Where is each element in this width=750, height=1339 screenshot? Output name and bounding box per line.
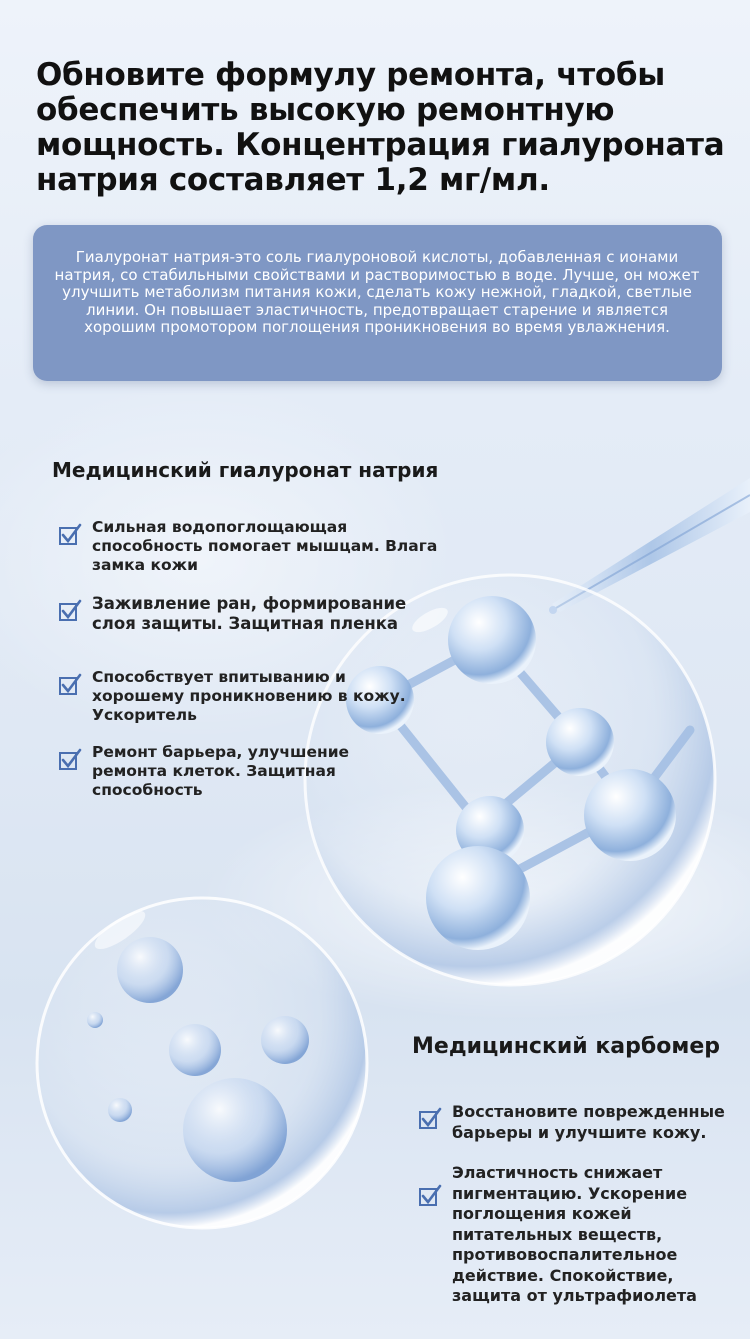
section-title-carbomer: Медицинский карбомер [412, 1034, 721, 1059]
feature-text: Ремонт барьера, улучшение ремонта клеток. Защитная способность [92, 743, 350, 799]
feature-item [418, 1163, 728, 1307]
feature-text: Восстановите поврежденные барьеры и улучшите кожу. [452, 1102, 725, 1142]
feature-text: Заживление ран, формирование слоя защиты. Защитная пленка [92, 594, 407, 633]
feature-item [58, 668, 418, 725]
page-headline: Обновите формулу ремонта, чтобы обеспечить высокую ремонтную мощность. Концентрация гиалуроната натрия составляет 1,2 мг/мл. [36, 57, 725, 198]
feature-text: Сильная водопоглощающая способность помогает мышцам. Влага замка кожи [92, 518, 438, 574]
checkbox-check-icon [418, 1183, 442, 1207]
checkbox-check-icon [58, 598, 82, 622]
water-bubble-illustration [37, 898, 367, 1228]
feature-item [58, 518, 458, 575]
feature-item [58, 594, 438, 634]
molecule-illustration [305, 575, 715, 985]
section-title-hyaluronate: Медицинский гиалуронат натрия [52, 458, 439, 482]
feature-text: Эластичность снижает пигментацию. Ускорение поглощения кожей питательных веществ, противовоспалительное действие. Спокойствие, защита от ультрафиолета [452, 1163, 697, 1305]
intro-text: Гиалуронат натрия-это соль гиалуроновой кислоты, добавленная с ионами натрия, со стабильными свойствами и растворимостью в воде. Лучше, он может улучшить метаболизм питания кожи, сделать кожу нежной, гладкой, светлые линии. Он повышает эластичность, предотвращает старение и является хорошим промотором поглощения проникновения во время увлажнения. [54, 248, 700, 337]
feature-text: Способствует впитыванию и хорошему проникновению в кожу. Ускоритель [92, 668, 406, 724]
checkbox-check-icon [58, 747, 82, 771]
feature-item [418, 1102, 728, 1143]
checkbox-check-icon [58, 522, 82, 546]
feature-item [58, 743, 358, 800]
checkbox-check-icon [58, 672, 82, 696]
checkbox-check-icon [418, 1106, 442, 1130]
